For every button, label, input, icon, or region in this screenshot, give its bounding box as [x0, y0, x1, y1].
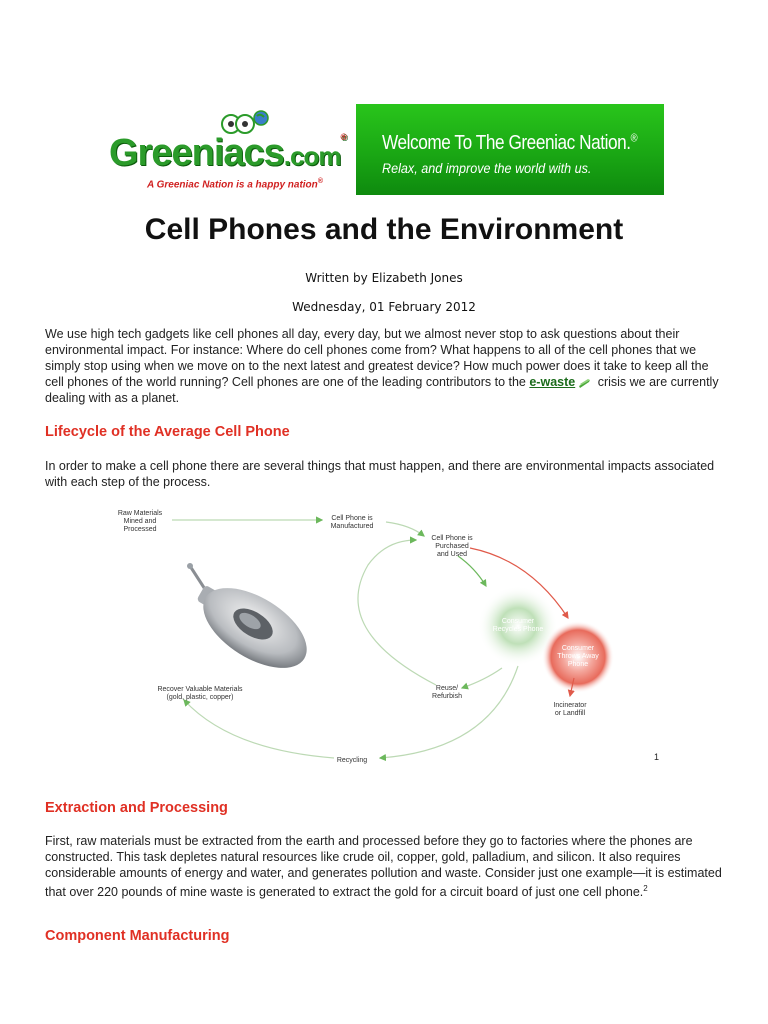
cell-phone-illustration — [187, 563, 320, 684]
label-incinerator: Incinerator or Landfill — [553, 702, 587, 717]
label-manufactured: Cell Phone is Manufactured — [330, 515, 374, 530]
intro-tail: crisis we are currently dealing with as a planet. — [45, 375, 719, 405]
welcome-text: Welcome To The Greeniac Nation. — [382, 132, 631, 154]
money-leaf-icon — [578, 378, 591, 388]
intro-paragraph — [45, 326, 725, 406]
section-heading-lifecycle: Lifecycle of the Average Cell Phone — [45, 424, 290, 440]
label-raw-materials: Raw Materials Mined and Processed — [117, 510, 163, 533]
logo-suffix: .com — [283, 141, 341, 171]
logo-registered: ® — [340, 132, 347, 142]
byline: Written by Elizabeth Jones — [305, 271, 463, 285]
tagline-text: Relax, and improve the world with us. — [382, 160, 592, 176]
figure-footnote: 1 — [654, 752, 660, 762]
label-consumer-recycles: Consumer Recycles Phone — [492, 618, 544, 633]
label-consumer-throws: Consumer Throws Away Phone — [557, 645, 599, 668]
section-heading-extraction: Extraction and Processing — [45, 800, 228, 816]
logo-tagline-registered: ® — [317, 178, 323, 185]
footnote-ref: 2 — [643, 884, 648, 893]
page-title: Cell Phones and the Environment — [144, 213, 624, 246]
lifecycle-paragraph: In order to make a cell phone there are several things that must happen, and there are environmental impacts associated with each step of the process. — [45, 459, 715, 489]
welcome-registered: ® — [630, 132, 638, 145]
section-heading-component: Component Manufacturing — [45, 928, 230, 944]
label-purchased: Cell Phone is Purchased and Used — [431, 535, 473, 558]
label-reuse: Reuse/ Refurbish — [432, 685, 462, 700]
label-recover: Recover Valuable Materials (gold, plastic, copper) — [157, 686, 243, 701]
site-banner[interactable] — [103, 104, 664, 195]
extraction-paragraph — [45, 833, 725, 900]
logo[interactable] — [103, 104, 356, 195]
e-waste-link[interactable]: e-waste — [529, 375, 576, 389]
label-recycling: Recycling — [336, 757, 368, 764]
logo-tagline: A Greeniac Nation is a happy nation — [147, 179, 318, 191]
publish-date: Wednesday, 01 February 2012 — [292, 300, 476, 314]
lifecycle-diagram — [90, 500, 650, 775]
logo-main: Greeniacs — [109, 132, 284, 174]
intro-text: We use high tech gadgets like cell phones all day, every day, but we almost never stop to ask questions about their environmental impact. For instance: Where do cell phones come from? What happens to all of the cell phones that we simply stop using when we move on to the next latest and greatest device? How much power does it take to keep all the cell phones of the world running? Cell phones are one of the leading contributors to the — [45, 327, 709, 389]
extraction-text: First, raw materials must be extracted from the earth and processed before they go to factories where the phones are constructed. This task depletes natural resources like crude oil, copper, gold, palladium, and silicon. It also requires considerable amounts of energy and water, and generates pollution and waste. Consider just one example—it is estimated that over 220 pounds of mine waste is generated to extract the gold for a circuit board of just one cell phone. — [45, 834, 722, 900]
